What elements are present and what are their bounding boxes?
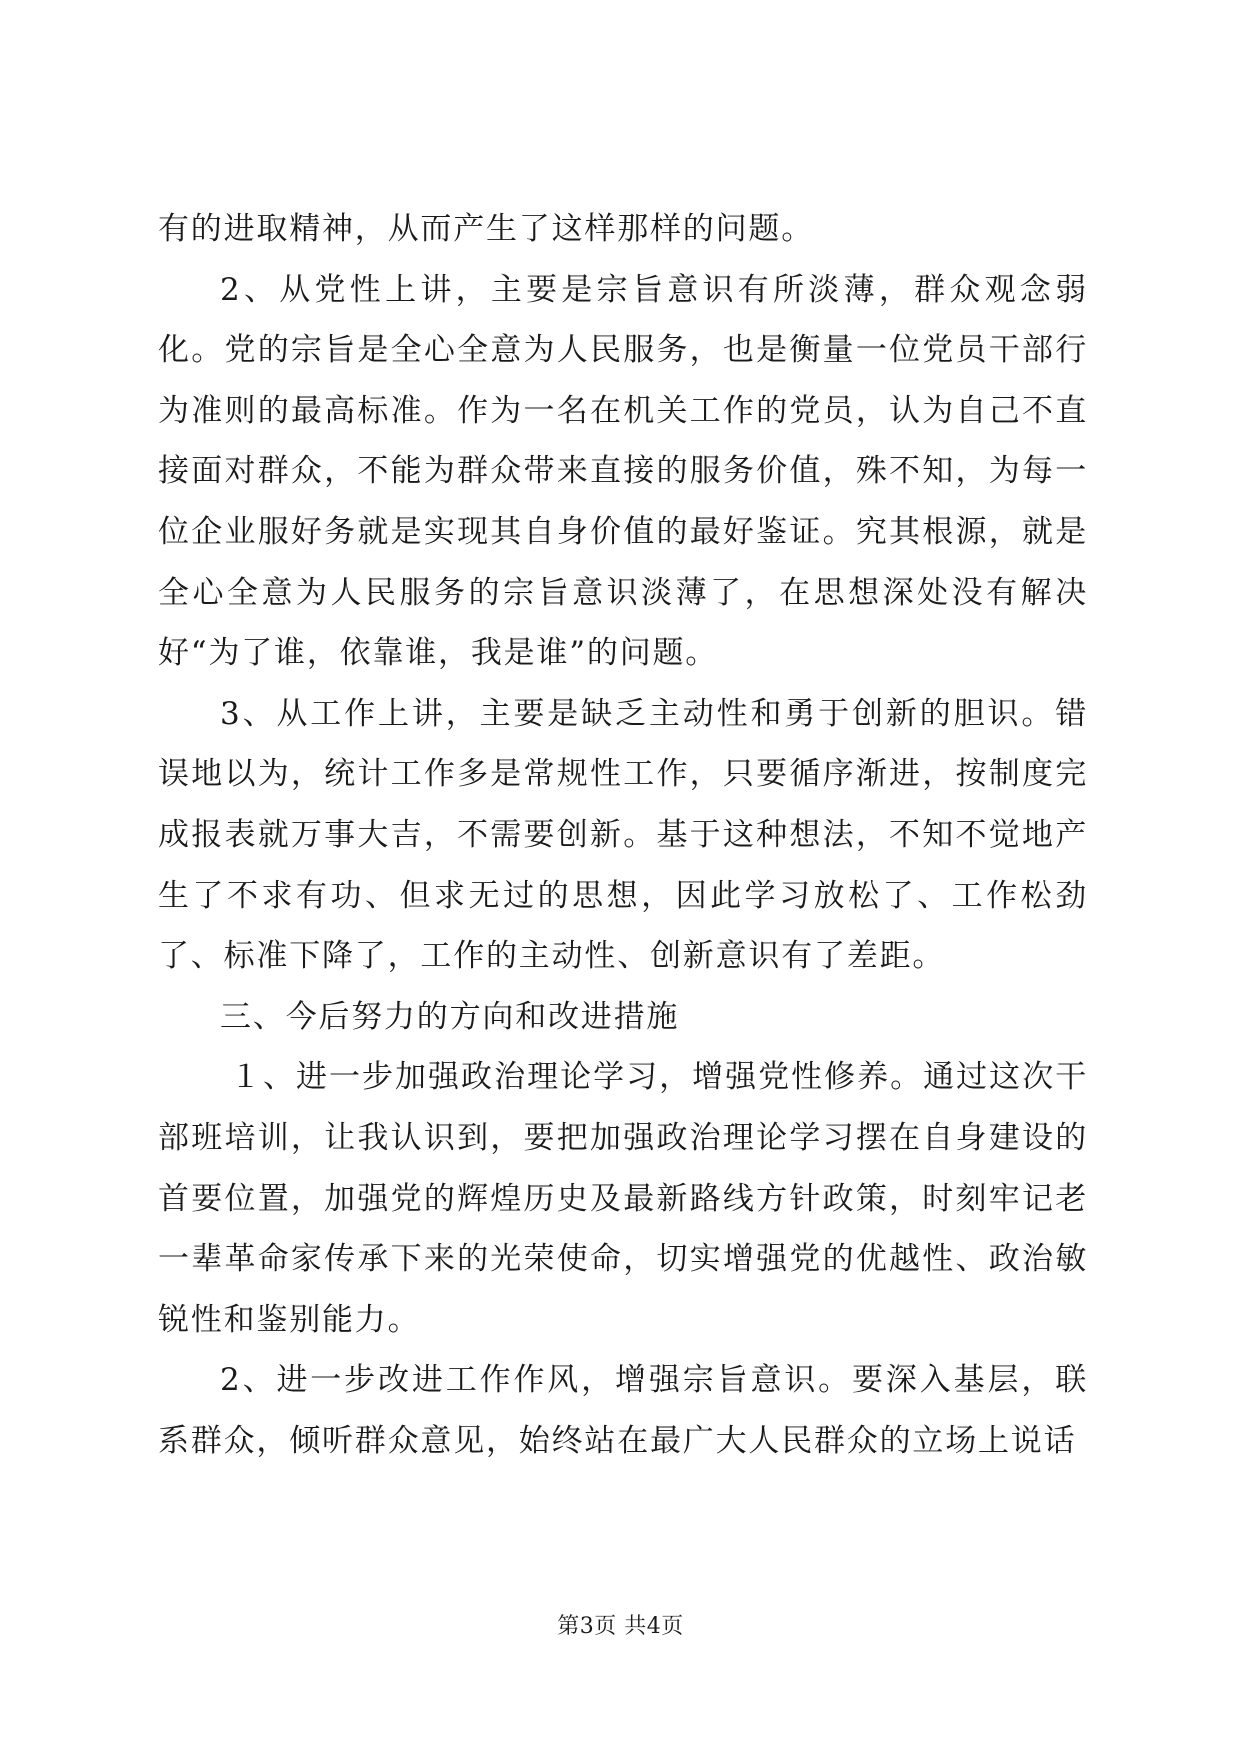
section-heading-improvement: 三、今后努力的方向和改进措施	[220, 998, 680, 1035]
page-footer	[0, 1612, 1241, 1642]
document-body	[158, 199, 1088, 1471]
page-number: 第3页 共4页	[557, 1614, 684, 1639]
paragraph-work: 3、从工作上讲，主要是缺乏主动性和勇于创新的胆识。错误地以为，统计工作多是常规性工作，只要循序渐进，按制度完成报表就万事大吉，不需要创新。基于这种想法，不知不觉地产生了不求有功、但求无过的思想，因此学习放松了、工作松劲了、标准下降了，工作的主动性、创新意识有了差距。	[158, 695, 1088, 975]
paragraph-continuation: 有的进取精神，从而产生了这样那样的问题。	[158, 211, 814, 247]
paragraph-party-spirit: 2、从党性上讲，主要是宗旨意识有所淡薄，群众观念弱化。党的宗旨是全心全意为人民服务，也是衡量一位党员干部行为准则的最高标准。作为一名在机关工作的党员，认为自己不直接面对群众，不能为群众带来直接的服务价值，殊不知，为每一位企业服好务就是实现其自身价值的最好鉴证。究其根源，就是全心全意为人民服务的宗旨意识淡薄了，在思想深处没有解决好“为了谁，依靠谁，我是谁”的问题。	[158, 271, 1088, 672]
paragraph-theory-study: １、进一步加强政治理论学习，增强党性修养。通过这次干部班培训，让我认识到，要把加强政治理论学习摆在自身建设的首要位置，加强党的辉煌历史及最新路线方针政策，时刻牢记老一辈革命家传承下来的光荣使命，切实增强党的优越性、政治敏锐性和鉴别能力。	[158, 1059, 1088, 1338]
paragraph-work-style: 2、进一步改进工作作风，增强宗旨意识。要深入基层，联系群众，倾听群众意见，始终站在最广大人民群众的立场上说话	[158, 1362, 1088, 1459]
